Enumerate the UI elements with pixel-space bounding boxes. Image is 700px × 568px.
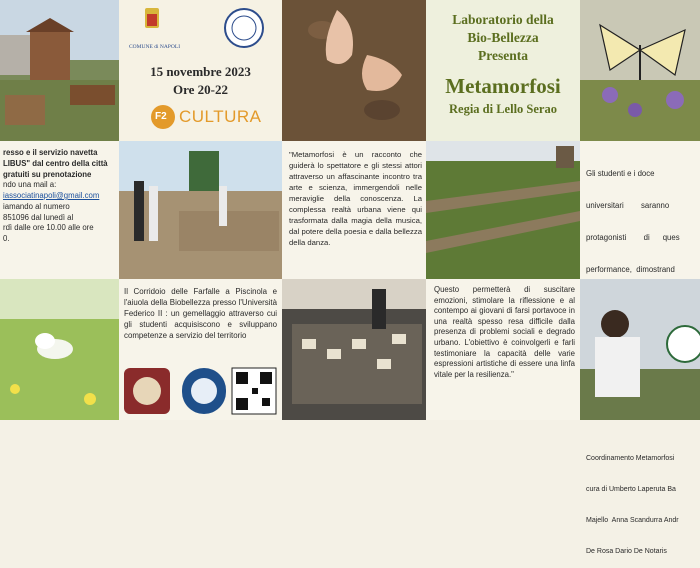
shuttle-line-4: ndo una mail a:: [3, 180, 57, 190]
students-description: [580, 141, 700, 556]
photo-hands-soil: [282, 0, 426, 141]
shuttle-line-3: gratuiti su prenotazione: [3, 169, 92, 179]
shuttle-email-link[interactable]: iassociatinapoli@gmail.com: [3, 191, 100, 200]
shuttle-line-8: rdì dalle ore 10.00 alle ore: [3, 223, 94, 233]
photo-butterfly-lavender: [580, 0, 700, 141]
shuttle-line-6: iamando al numero: [3, 201, 70, 211]
title-line-1: Laboratorio della: [452, 12, 554, 27]
students-line-2: universitari saranno: [586, 200, 670, 210]
credits-line-4: De Rosa Dario De Notaris: [586, 548, 667, 556]
photo-raised-beds: [426, 141, 580, 279]
emotions-text: Questo permetterà di suscitare emozioni, stimolare la riflessione e al contempo ai giovani di farsi portavoce in una realtà spesso resa difficile dalla presenza di problemi sociali e degrado urbano. L'obiettivo è coinvolgerli e farli testimoniare la capacità delle varie espressioni artistiche di essere una linfa vitale per la resilienza.": [434, 285, 575, 379]
partner-logos: [124, 364, 277, 416]
photo-lab-tables: [282, 279, 426, 420]
f2-logo-text: F2: [155, 111, 167, 122]
students-line-3: protagonisti di ques: [586, 233, 680, 242]
students-line-1: Gli studenti e i doce: [586, 168, 655, 178]
story-text: "Metamorfosi è un racconto che guiderà lo spettatore e gli stessi attori attraverso un affascinante incontro tra arte e scienza, immergendoli nelle meraviglie della conoscenza. La complessa realtà urbana viene qui trasformata dalla magia della musica, dal potere della poesia e dalla bellezza della danza.: [289, 150, 422, 247]
credits-line-3: Majello Anna Scandurra Andr: [586, 517, 679, 525]
story-description: [282, 141, 426, 279]
event-title: Metamorfosi: [445, 74, 561, 98]
corridor-description: [119, 279, 282, 420]
credits-line-2: cura di Umberto Laperuta Ba: [586, 486, 676, 494]
event-time: Ore 20-22: [173, 82, 228, 97]
title-line-3: Presenta: [478, 48, 528, 63]
header-card: [119, 0, 282, 141]
shuttle-line-7: 851096 dal lunedì al: [3, 212, 74, 222]
director-line: Regia di Lello Serao: [449, 102, 557, 116]
photo-white-butterfly: [0, 279, 119, 420]
shuttle-line-9: 0.: [3, 234, 10, 243]
photo-students-garden: [119, 141, 282, 279]
cultura-logo-text: CULTURA: [179, 107, 262, 126]
shuttle-line-2: LIBUS" dal centro della città: [3, 158, 108, 168]
shuttle-line-1: resso e il servizio navetta: [3, 148, 98, 157]
photo-school-garden: [0, 0, 119, 141]
event-date: 15 novembre 2023: [150, 64, 251, 79]
shuttle-info: [0, 141, 119, 279]
credits-line-1: Coordinamento Metamorfosi: [586, 455, 675, 462]
students-line-4: performance, dimostrand: [586, 265, 675, 275]
title-line-2: Bio-Bellezza: [467, 30, 539, 45]
title-card: [426, 0, 580, 141]
corridor-text: Il Corridoio delle Farfalle a Piscinola e l'aiuola della Biobellezza presso l'Università Federico II : un gemellaggio attraverso cui gli studenti acquisiscono e sviluppano competenze a servizio del territorio: [124, 287, 277, 340]
comune-label: COMUNE di NAPOLI: [129, 44, 181, 50]
photo-student-planting: [580, 279, 700, 420]
emotions-description: [426, 279, 580, 420]
